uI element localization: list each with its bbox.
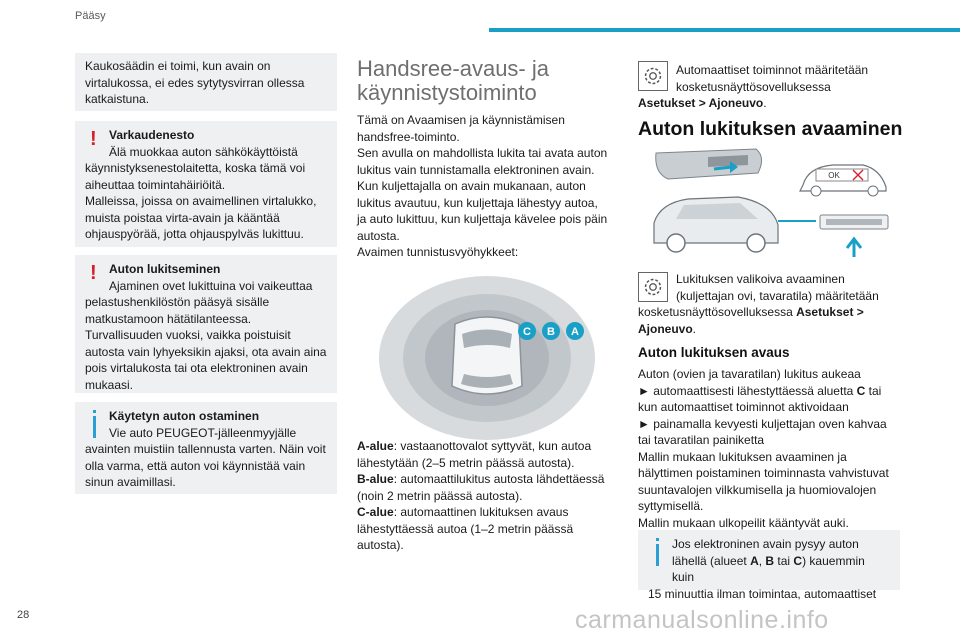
settings-note-2 xyxy=(638,271,900,337)
box-title: Käytetyn auton ostaminen xyxy=(109,409,260,423)
text-tail: . xyxy=(692,321,697,336)
text-line: Jos elektroninen avain pysyy auton xyxy=(672,537,859,551)
text-line: Lukituksen valikoiva avaaminen xyxy=(676,272,845,286)
unlock-subheading: Auton lukituksen avaus xyxy=(638,345,790,360)
text-tail: . xyxy=(763,96,767,110)
zone-ref: C xyxy=(856,383,866,398)
info-icon xyxy=(656,544,659,566)
text-line: kun automaattiset toiminnot aktivoidaan xyxy=(638,400,849,414)
text-line: pois virtalukosta tai ota elektroninen avain xyxy=(85,361,308,375)
section-label: Pääsy xyxy=(75,10,106,22)
car-side-icon xyxy=(800,165,886,196)
info-timeout-box xyxy=(638,530,900,601)
watermark: carmanualsonline.info xyxy=(575,606,829,634)
unlock-heading: Auton lukituksen avaaminen xyxy=(638,118,903,140)
text-line: olla varma, että auton voi käynnistää vain xyxy=(85,458,306,473)
zone-label: C xyxy=(523,326,531,338)
text-line: kosketusnäyttösovelluksessa xyxy=(676,79,831,94)
text-line: autosta. xyxy=(357,228,400,243)
text-line: (kuljettajan ovi, tavaratila) määritetään xyxy=(676,288,879,303)
section-heading xyxy=(357,57,607,105)
text-line: Sen avulla on mahdollista lukita tai avata auton xyxy=(357,146,608,160)
text-line: lukitus avautuu, kun kuljettaja lähestyy autoa, xyxy=(357,195,598,210)
text-line: Älä muokkaa auton sähkökäyttöistä xyxy=(109,144,298,159)
box-title: Auton lukitseminen xyxy=(109,262,221,276)
tailgate-button-icon xyxy=(820,215,888,229)
settings-path: Ajoneuvo xyxy=(638,321,693,336)
settings-note-1 xyxy=(638,62,900,112)
page-number: 28 xyxy=(17,609,30,621)
text-line: pelastushenkilöstön pääsyä sisälle xyxy=(85,295,270,309)
text-line: autosta vain lyhyeksikin ajaksi, ota avain aina xyxy=(85,344,327,359)
text-line: 15 minuuttia ilman toimintaa, automaattiset xyxy=(648,586,877,601)
zone-key: A-alue xyxy=(357,439,394,453)
text-line: Ajaminen ovet lukittuina voi vaikeuttaa xyxy=(109,278,313,293)
zone-key: B-alue xyxy=(357,472,394,486)
unlock-paragraph xyxy=(638,366,903,531)
text-line: tai xyxy=(865,383,882,398)
text-line: handsfree-toiminto. xyxy=(357,129,460,144)
text-line: matkustamoon hätätilanteessa. xyxy=(85,311,252,326)
text-line: hälyttimen poistaminen toiminnasta vahvistuvat xyxy=(638,466,889,480)
text-line: Malleissa, joissa on avaimellinen virtalukko, xyxy=(85,194,317,208)
text-line: Kun kuljettajalla on avain mukanaan, auton xyxy=(357,179,586,193)
warning-icon: ! xyxy=(90,262,97,284)
text-line: sinun avaimillasi. xyxy=(85,475,176,489)
text-line: ) kauemmin kuin xyxy=(672,553,865,584)
press-arrow-icon xyxy=(847,239,861,257)
zone-key: C-alue xyxy=(357,505,394,519)
settings-path: Asetukset > xyxy=(796,305,864,319)
text-line: Auton (ovien ja tavaratilan) lukitus aukeaa xyxy=(638,367,861,381)
header-accent-bar xyxy=(489,28,960,32)
text-line: Kaukosäädin ei toimi, kun avain on xyxy=(85,59,271,73)
text-line: : automaattilukitus autosta lähdettäessä xyxy=(393,472,605,486)
unlocking-illustration xyxy=(648,145,892,261)
info-used-car-box xyxy=(75,402,337,494)
text-line: Tämä on Avaamisen ja käynnistämisen xyxy=(357,113,565,127)
info-icon xyxy=(93,416,96,438)
text-line: autosta). xyxy=(357,538,404,552)
text-line: ► automaattisesti lähestyttäessä aluetta xyxy=(638,383,857,398)
intro-paragraph xyxy=(357,112,615,261)
text-line: syttymisellä. xyxy=(638,499,704,513)
car-rear-view-icon xyxy=(654,197,778,252)
warning-locking-box xyxy=(75,255,337,393)
text-line: Avaimen tunnistusvyöhykkeet: xyxy=(357,245,519,259)
text-line: kosketusnäyttösovelluksessa xyxy=(638,305,793,319)
text-line: tai tavaratilan painiketta xyxy=(638,433,765,447)
text-line: Automaattiset toiminnot määritetään xyxy=(676,63,869,77)
text-line: virtalukossa, ei edes sytytysvirran ollessa xyxy=(85,75,305,90)
text-line: Vie auto PEUGEOT-jälleenmyyjälle xyxy=(109,425,297,440)
text-line: Turvallisuuden vuoksi, vaikka poistuisit xyxy=(85,328,291,342)
text-line: Mallin mukaan lukituksen avaaminen ja xyxy=(638,449,847,464)
zones-description xyxy=(357,438,617,554)
heading-line: Handsree-avaus- ja xyxy=(357,56,549,81)
text-line: avainten muistiin tallennusta varten. Näin voit xyxy=(85,442,326,456)
screen-ok: OK xyxy=(828,171,840,180)
text-line: lähellä (alueet xyxy=(672,553,751,568)
text-line: käynnistyksenestolaitetta, koska tämä voi xyxy=(85,161,306,175)
car-top-view-icon xyxy=(452,317,522,394)
zone-label: A xyxy=(571,326,579,338)
heading-line: käynnistystoiminto xyxy=(357,80,537,105)
text-line: mukaasi. xyxy=(85,377,134,392)
text-line: (noin 2 metrin päässä autosta). xyxy=(357,488,523,503)
zone-label: B xyxy=(547,326,555,338)
settings-path: Asetukset > Ajoneuvo xyxy=(638,96,764,110)
text-line: : automaattinen lukituksen avaus xyxy=(393,505,569,519)
text-line: : vastaanottovalot syttyvät, kun autoa xyxy=(393,439,592,453)
text-line: lähestytään (2–5 metrin päässä autosta). xyxy=(357,455,575,470)
text-line: ja auto lukittuu, kun kuljettaja kävelee pois päin xyxy=(357,212,608,226)
text-line: aiheuttaa toimintahäiriöitä. xyxy=(85,177,226,192)
text-line: Mallin mukaan ulkopeilit kääntyvät auki. xyxy=(638,515,849,530)
warning-antitheft-box xyxy=(75,121,337,247)
text-line: lähestyttäessä autoa (1–2 metrin päässä xyxy=(357,521,574,536)
text-line: ► painamalla kevyesti kuljettajan oven kahvaa xyxy=(638,416,887,431)
text-line: , xyxy=(758,553,766,568)
zone-ref: A xyxy=(750,553,759,568)
door-handle-icon xyxy=(656,149,762,179)
text-line: muista poistaa virta-avain ja kääntää xyxy=(85,210,280,225)
text-line: katkaistuna. xyxy=(85,92,150,106)
warning-icon: ! xyxy=(90,128,97,150)
text-line: ohjauspyörää, jotta ohjauspylväs lukittuu. xyxy=(85,227,304,241)
detection-zones-illustration xyxy=(370,268,610,440)
text-line: tai xyxy=(774,553,794,568)
zone-ref: C xyxy=(793,553,803,568)
text-line: lukitus vain tunnistamalla elektroninen avain. xyxy=(357,162,595,177)
text-line: suuntavalojen vilkkumisella ja huomiovalojen xyxy=(638,482,877,497)
box-title: Varkaudenesto xyxy=(109,128,195,142)
note-remote-box xyxy=(75,53,337,111)
zone-ref: B xyxy=(765,553,775,568)
